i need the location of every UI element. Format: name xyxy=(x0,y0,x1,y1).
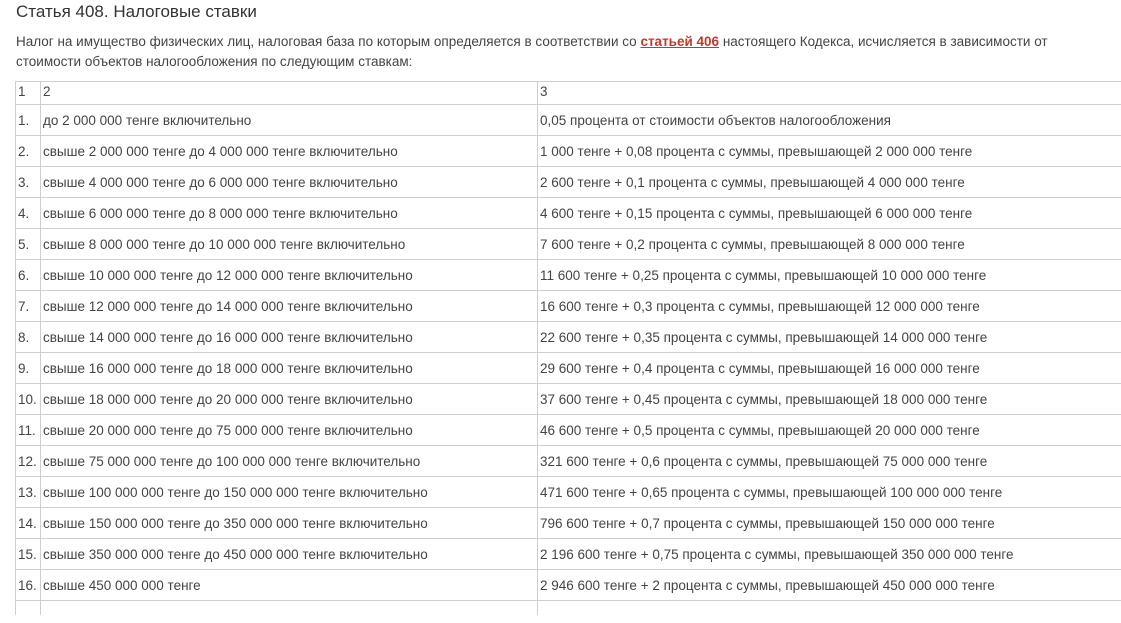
cell-tax-rate: 471 600 тенге + 0,65 процента с суммы, превышающей 100 000 000 тенге xyxy=(538,477,1121,508)
table-header-row xyxy=(16,82,1121,105)
table-row xyxy=(16,105,1121,136)
table-row xyxy=(16,291,1121,322)
table-row-cut-off xyxy=(16,601,1121,616)
cell-number: 8. xyxy=(16,322,41,353)
cell-number: 3. xyxy=(16,167,41,198)
cell-number: 9. xyxy=(16,353,41,384)
table-row xyxy=(16,167,1121,198)
cell-tax-base: свыше 14 000 000 тенге до 16 000 000 тенге включительно xyxy=(41,322,538,353)
table-row xyxy=(16,322,1121,353)
cell-number: 4. xyxy=(16,198,41,229)
cell-number: 11. xyxy=(16,415,41,446)
cell-number: 13. xyxy=(16,477,41,508)
cell-tax-rate: 29 600 тенге + 0,4 процента с суммы, превышающей 16 000 000 тенге xyxy=(538,353,1121,384)
intro-text-before: Налог на имущество физических лиц, налоговая база по которым определяется в соответствии со xyxy=(16,34,641,49)
table-row xyxy=(16,539,1121,570)
cell-number: 10. xyxy=(16,384,41,415)
cell-tax-rate: 46 600 тенге + 0,5 процента с суммы, превышающей 20 000 000 тенге xyxy=(538,415,1121,446)
cell-tax-rate: 16 600 тенге + 0,3 процента с суммы, превышающей 12 000 000 тенге xyxy=(538,291,1121,322)
table-row xyxy=(16,384,1121,415)
cell-tax-rate: 796 600 тенге + 0,7 процента с суммы, превышающей 150 000 000 тенге xyxy=(538,508,1121,539)
cell-tax-base: свыше 100 000 000 тенге до 150 000 000 тенге включительно xyxy=(41,477,538,508)
cell-tax-base: свыше 450 000 000 тенге xyxy=(41,570,538,601)
cell-tax-base: свыше 4 000 000 тенге до 6 000 000 тенге включительно xyxy=(41,167,538,198)
empty-cell xyxy=(16,601,41,616)
cell-number: 2. xyxy=(16,136,41,167)
header-cell-base: 2 xyxy=(41,82,538,105)
cell-tax-base: свыше 18 000 000 тенге до 20 000 000 тенге включительно xyxy=(41,384,538,415)
table-row xyxy=(16,198,1121,229)
cell-tax-base: свыше 10 000 000 тенге до 12 000 000 тенге включительно xyxy=(41,260,538,291)
header-cell-rate: 3 xyxy=(538,82,1121,105)
cell-number: 1. xyxy=(16,105,41,136)
table-row xyxy=(16,415,1121,446)
cell-tax-rate: 321 600 тенге + 0,6 процента с суммы, превышающей 75 000 000 тенге xyxy=(538,446,1121,477)
table-row xyxy=(16,353,1121,384)
empty-cell xyxy=(538,601,1121,616)
cell-tax-base: свыше 8 000 000 тенге до 10 000 000 тенге включительно xyxy=(41,229,538,260)
cell-tax-base: свыше 75 000 000 тенге до 100 000 000 тенге включительно xyxy=(41,446,538,477)
article-title: Статья 408. Налоговые ставки xyxy=(16,2,257,21)
table-row xyxy=(16,260,1121,291)
cell-tax-base: свыше 6 000 000 тенге до 8 000 000 тенге включительно xyxy=(41,198,538,229)
cell-tax-rate: 2 946 600 тенге + 2 процента с суммы, превышающей 450 000 000 тенге xyxy=(538,570,1121,601)
tax-rates-table xyxy=(15,81,1121,615)
cell-tax-base: свыше 20 000 000 тенге до 75 000 000 тенге включительно xyxy=(41,415,538,446)
cell-tax-rate: 0,05 процента от стоимости объектов налогообложения xyxy=(538,105,1121,136)
cell-tax-rate: 4 600 тенге + 0,15 процента с суммы, превышающей 6 000 000 тенге xyxy=(538,198,1121,229)
cell-number: 12. xyxy=(16,446,41,477)
cell-tax-base: до 2 000 000 тенге включительно xyxy=(41,105,538,136)
cell-tax-rate: 11 600 тенге + 0,25 процента с суммы, превышающей 10 000 000 тенге xyxy=(538,260,1121,291)
table-row xyxy=(16,136,1121,167)
cell-tax-base: свыше 12 000 000 тенге до 14 000 000 тенге включительно xyxy=(41,291,538,322)
cell-number: 7. xyxy=(16,291,41,322)
table-row xyxy=(16,570,1121,601)
empty-cell xyxy=(41,601,538,616)
cell-tax-base: свыше 16 000 000 тенге до 18 000 000 тенге включительно xyxy=(41,353,538,384)
table-row xyxy=(16,229,1121,260)
cell-tax-base: свыше 150 000 000 тенге до 350 000 000 тенге включительно xyxy=(41,508,538,539)
header-cell-number: 1 xyxy=(16,82,41,105)
table-row xyxy=(16,508,1121,539)
cell-tax-rate: 2 196 600 тенге + 0,75 процента с суммы, превышающей 350 000 000 тенге xyxy=(538,539,1121,570)
table-row xyxy=(16,446,1121,477)
cell-number: 5. xyxy=(16,229,41,260)
cell-number: 15. xyxy=(16,539,41,570)
article-406-link[interactable]: статьей 406 xyxy=(640,34,720,49)
cell-tax-base: свыше 350 000 000 тенге до 450 000 000 тенге включительно xyxy=(41,539,538,570)
cell-number: 6. xyxy=(16,260,41,291)
cell-tax-rate: 1 000 тенге + 0,08 процента с суммы, превышающей 2 000 000 тенге xyxy=(538,136,1121,167)
table-row xyxy=(16,477,1121,508)
cell-tax-rate: 37 600 тенге + 0,45 процента с суммы, превышающей 18 000 000 тенге xyxy=(538,384,1121,415)
cell-tax-rate: 7 600 тенге + 0,2 процента с суммы, превышающей 8 000 000 тенге xyxy=(538,229,1121,260)
intro-text-after: настоящего Кодекса, исчисляется в зависимости от стоимости объектов налогообложения по следующим ставкам: xyxy=(16,34,1048,69)
tax-rates-table-body xyxy=(16,82,1121,616)
cell-tax-rate: 2 600 тенге + 0,1 процента с суммы, превышающей 4 000 000 тенге xyxy=(538,167,1121,198)
cell-number: 16. xyxy=(16,570,41,601)
cell-number: 14. xyxy=(16,508,41,539)
article-intro xyxy=(16,32,1116,72)
cell-tax-base: свыше 2 000 000 тенге до 4 000 000 тенге включительно xyxy=(41,136,538,167)
cell-tax-rate: 22 600 тенге + 0,35 процента с суммы, превышающей 14 000 000 тенге xyxy=(538,322,1121,353)
